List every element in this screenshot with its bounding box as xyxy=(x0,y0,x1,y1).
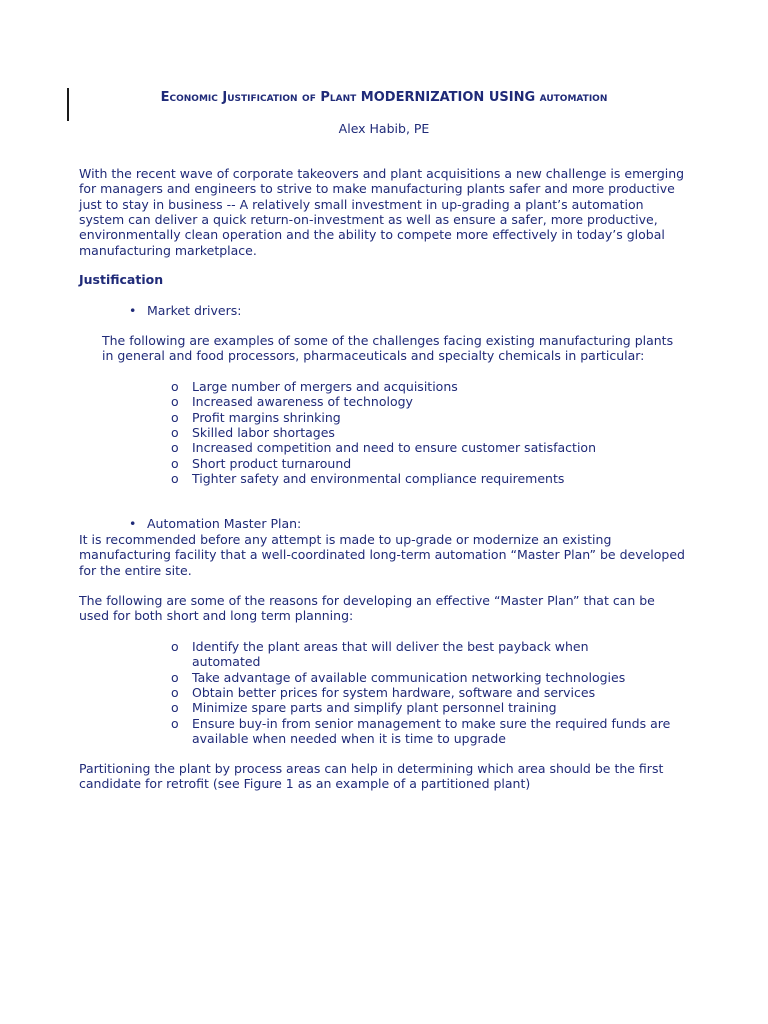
paragraph-line: used for both short and long term planning: xyxy=(79,608,354,624)
sub-bullet-marker: o xyxy=(171,425,179,441)
paragraph-line: manufacturing facility that a well-coordinated long-term automation “Master Plan” be developed xyxy=(79,547,685,563)
intro-line: system can deliver a quick return-on-investment as well as ensure a safer, more productive, xyxy=(79,212,658,228)
sub-bullet-marker: o xyxy=(171,715,179,731)
bullet-label: Automation Master Plan: xyxy=(147,516,302,532)
recommendation-paragraph xyxy=(79,532,685,578)
paragraph-line: The following are some of the reasons for developing an effective “Master Plan” that can be xyxy=(79,593,655,608)
paragraph-line: Partitioning the plant by process areas can help in determining which area should be the first xyxy=(79,761,664,776)
intro-line: With the recent wave of corporate takeovers and plant acquisitions a new challenge is emerging xyxy=(79,166,685,181)
list-item-text: Increased competition and need to ensure customer satisfaction xyxy=(192,440,596,456)
document-title: Economic Justification of Plant MODERNIZATION USING automation xyxy=(160,90,608,105)
paragraph-line: in general and food processors, pharmaceuticals and specialty chemicals in particular: xyxy=(102,348,645,364)
market-drivers-paragraph xyxy=(102,333,673,364)
list-item-text: Take advantage of available communication networking technologies xyxy=(192,669,626,685)
document-author: Alex Habib, PE xyxy=(338,121,430,136)
paragraph-line: The following are examples of some of the challenges facing existing manufacturing plants xyxy=(102,333,674,348)
sub-bullet-marker: o xyxy=(171,471,179,487)
list-item xyxy=(171,379,596,394)
bullet-marker: • xyxy=(129,303,137,318)
list-item xyxy=(171,715,671,747)
list-item xyxy=(171,425,596,441)
list-item xyxy=(171,639,670,670)
sub-bullet-marker: o xyxy=(171,685,179,701)
list-item-text: Identify the plant areas that will deliver the best payback when xyxy=(192,639,589,654)
list-item-text: Minimize spare parts and simplify plant personnel training xyxy=(192,700,557,716)
list-item-text: Ensure buy-in from senior management to make sure the required funds are xyxy=(192,715,671,731)
intro-line: manufacturing marketplace. xyxy=(79,242,257,258)
list-item xyxy=(171,455,596,471)
list-item xyxy=(171,440,596,456)
list-item-text: Short product turnaround xyxy=(192,455,352,471)
intro-line: just to stay in business -- A relatively small investment in up-grading a plant’s automation xyxy=(79,196,644,212)
list-item xyxy=(171,394,596,410)
market-drivers-list xyxy=(171,379,596,487)
intro-paragraph xyxy=(79,166,684,258)
bullet-label: Market drivers: xyxy=(147,303,242,318)
list-item xyxy=(171,471,596,487)
intro-line: for managers and engineers to strive to make manufacturing plants safer and more productive xyxy=(79,181,675,197)
list-item xyxy=(171,685,670,701)
list-item xyxy=(171,700,670,716)
sub-bullet-marker: o xyxy=(171,700,179,716)
list-item-text: automated xyxy=(192,654,261,670)
list-item-text: Tighter safety and environmental compliance requirements xyxy=(192,471,565,487)
list-item-text: Large number of mergers and acquisitions xyxy=(192,379,458,394)
list-item-text: Skilled labor shortages xyxy=(192,425,335,441)
sub-bullet-marker: o xyxy=(171,455,179,471)
bullet-master-plan xyxy=(129,516,768,532)
list-item xyxy=(171,409,596,425)
section-heading: Justification xyxy=(79,272,164,287)
paragraph-line: candidate for retrofit (see Figure 1 as an example of a partitioned plant) xyxy=(79,776,531,792)
list-item xyxy=(171,669,670,685)
sub-bullet-marker: o xyxy=(171,440,179,456)
bullet-marker: • xyxy=(129,516,137,532)
paragraph-line: for the entire site. xyxy=(79,562,192,578)
intro-line: environmentally clean operation and the ability to compete more effectively in today’s global xyxy=(79,227,665,243)
sub-bullet-marker: o xyxy=(171,379,179,394)
sub-bullet-marker: o xyxy=(171,394,179,410)
reasons-list xyxy=(171,639,671,747)
closing-paragraph xyxy=(79,761,663,792)
list-item-text: available when needed when it is time to upgrade xyxy=(192,731,506,747)
sub-bullet-marker: o xyxy=(171,409,179,425)
list-item-text: Obtain better prices for system hardware, software and services xyxy=(192,685,596,701)
list-item-text: Profit margins shrinking xyxy=(192,409,341,425)
list-item-text: Increased awareness of technology xyxy=(192,394,413,410)
sub-bullet-marker: o xyxy=(171,639,179,654)
reasons-intro-paragraph xyxy=(79,593,655,624)
bullet-market-drivers xyxy=(129,303,768,318)
sub-bullet-marker: o xyxy=(171,669,179,685)
paragraph-line: It is recommended before any attempt is made to up-grade or modernize an existing xyxy=(79,532,612,547)
